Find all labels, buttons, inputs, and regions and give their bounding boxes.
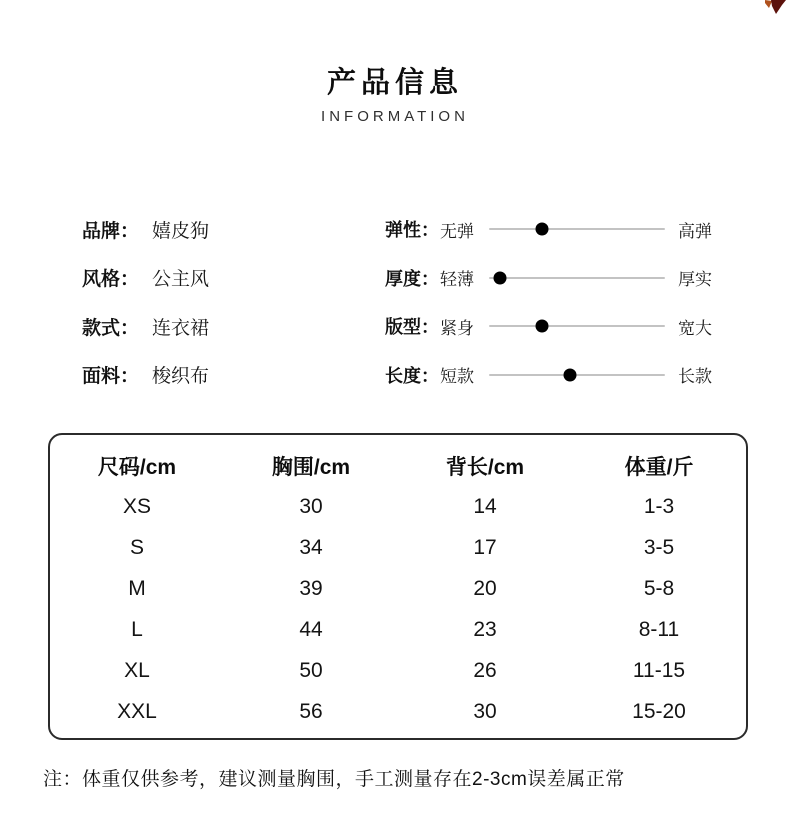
slider-dot [563,368,576,381]
table-row [50,650,746,691]
attribute-row-cut [0,302,790,351]
column-header-size: 尺码/cm [97,455,177,479]
table-header-row [50,445,746,486]
slider-track [489,325,665,327]
product-attributes-section [0,205,790,399]
cell-back-length: 17 [473,535,497,559]
cell-size: L [131,617,143,641]
slider-track [489,277,665,279]
attribute-value: 梭织布 [152,366,210,388]
attribute-row-fabric [0,351,790,400]
column-header-chest: 胸围/cm [271,455,351,479]
slider-dot [535,320,548,333]
slider-fit [385,313,790,339]
slider-dot [493,271,506,284]
attribute-row-style [0,254,790,303]
cell-back-length: 20 [473,576,497,600]
cell-chest: 30 [299,494,323,518]
attribute-label: 面料： [82,366,140,388]
cell-weight: 5-8 [643,576,675,600]
cell-back-length: 26 [473,658,497,682]
attribute-row-brand [0,205,790,254]
cell-size: XS [122,494,151,518]
cell-weight: 1-3 [643,494,675,518]
slider-min-label: 无弹 [440,221,474,241]
attribute-brand [0,216,385,243]
slider-dot [535,223,548,236]
attribute-label: 品牌： [82,220,140,242]
table-row [50,691,746,732]
cell-weight: 15-20 [632,699,686,723]
slider-label: 长度： [385,365,439,386]
slider-track [489,228,665,230]
slider-label: 版型： [385,317,439,338]
attribute-fabric [0,361,385,388]
slider-thickness [385,265,790,291]
slider-label: 厚度： [385,268,439,289]
cell-size: S [129,535,144,559]
cell-chest: 44 [299,617,323,641]
cell-size: XXL [117,699,157,723]
attribute-value: 嬉皮狗 [152,220,210,242]
slider-max-label: 长款 [678,367,712,387]
attribute-value: 连衣裙 [152,317,210,339]
slider-label: 弹性： [385,220,439,241]
cell-chest: 34 [299,535,323,559]
measurement-note: 注：体重仅供参考，建议测量胸围，手工测量存在2-3cm误差属正常 [43,769,625,790]
attribute-label: 风格： [82,269,140,291]
table-row [50,486,746,527]
page-header [0,60,790,125]
table-row [50,527,746,568]
cell-size: M [128,576,146,600]
column-header-back-length: 背长/cm [445,455,525,479]
column-header-weight: 体重/斤 [624,455,694,479]
cell-chest: 39 [299,576,323,600]
page-subtitle: INFORMATION [321,108,469,125]
cell-size: XL [124,658,150,682]
table-row [50,609,746,650]
slider-min-label: 紧身 [440,318,474,338]
slider-min-label: 轻薄 [440,270,474,290]
slider-max-label: 宽大 [678,318,712,338]
slider-min-label: 短款 [440,367,474,387]
page-title: 产品信息 [326,67,463,99]
slider-elasticity [385,216,790,242]
cell-weight: 8-11 [638,617,680,641]
slider-length [385,362,790,388]
cell-weight: 11-15 [632,658,686,682]
slider-track [489,374,665,376]
cell-back-length: 14 [473,494,497,518]
cell-back-length: 23 [473,617,497,641]
cell-chest: 56 [299,699,323,723]
attribute-style [0,264,385,291]
attribute-value: 公主风 [152,269,210,291]
attribute-cut [0,313,385,340]
slider-max-label: 厚实 [678,270,712,290]
cell-chest: 50 [299,658,323,682]
attribute-label: 款式： [82,317,140,339]
table-row [50,568,746,609]
corner-ribbon-fragment-icon [756,0,788,20]
size-chart-table [48,433,748,740]
cell-weight: 3-5 [643,535,675,559]
slider-max-label: 高弹 [678,221,712,241]
cell-back-length: 30 [473,699,497,723]
